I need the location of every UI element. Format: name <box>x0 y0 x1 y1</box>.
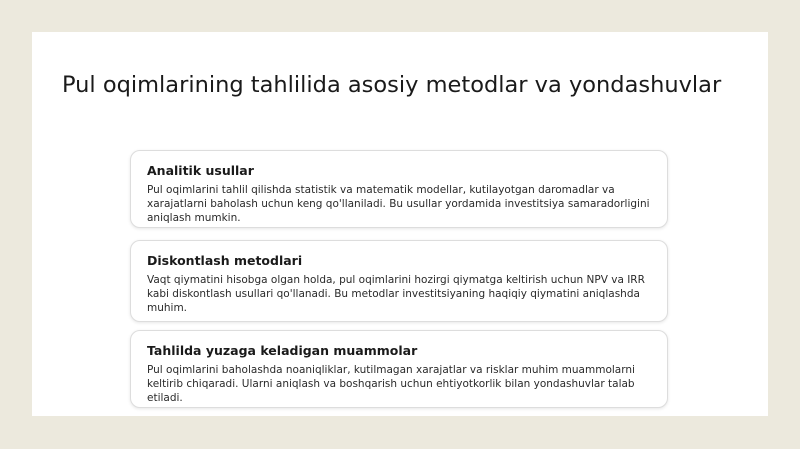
card-heading: Tahlilda yuzaga keladigan muammolar <box>147 343 418 358</box>
card-tahlil-muammolar <box>130 330 668 408</box>
slide-title: Pul oqimlarining tahlilida asosiy metodlar va yondashuvlar <box>62 72 722 98</box>
card-text: Vaqt qiymatini hisobga olgan holda, pul oqimlarini hozirgi qiymatga keltirish uchun NPV va IRR kabi diskontlash usullari qo'llanadi. Bu metodlar investitsiyaning haqiqiy qiymatini aniqlashda muhim. <box>147 274 645 314</box>
slide <box>32 32 768 416</box>
card-text: Pul oqimlarini tahlil qilishda statistik va matematik modellar, kutilayotgan daromadlar va xarajatlarni baholash uchun keng qo'llaniladi. Bu usullar yordamida investitsiya samaradorligini aniqlash mumkin. <box>147 184 650 224</box>
card-text: Pul oqimlarini baholashda noaniqliklar, kutilmagan xarajatlar va risklar muhim muammolarni keltirib chiqaradi. Ularni aniqlash va boshqarish uchun ehtiyotkorlik bilan yondashuvlar talab etiladi. <box>147 364 635 404</box>
card-analitik-usullar <box>130 150 668 228</box>
card-diskontlash-metodlari <box>130 240 668 322</box>
card-heading: Diskontlash metodlari <box>147 253 303 268</box>
card-heading: Analitik usullar <box>147 163 254 178</box>
